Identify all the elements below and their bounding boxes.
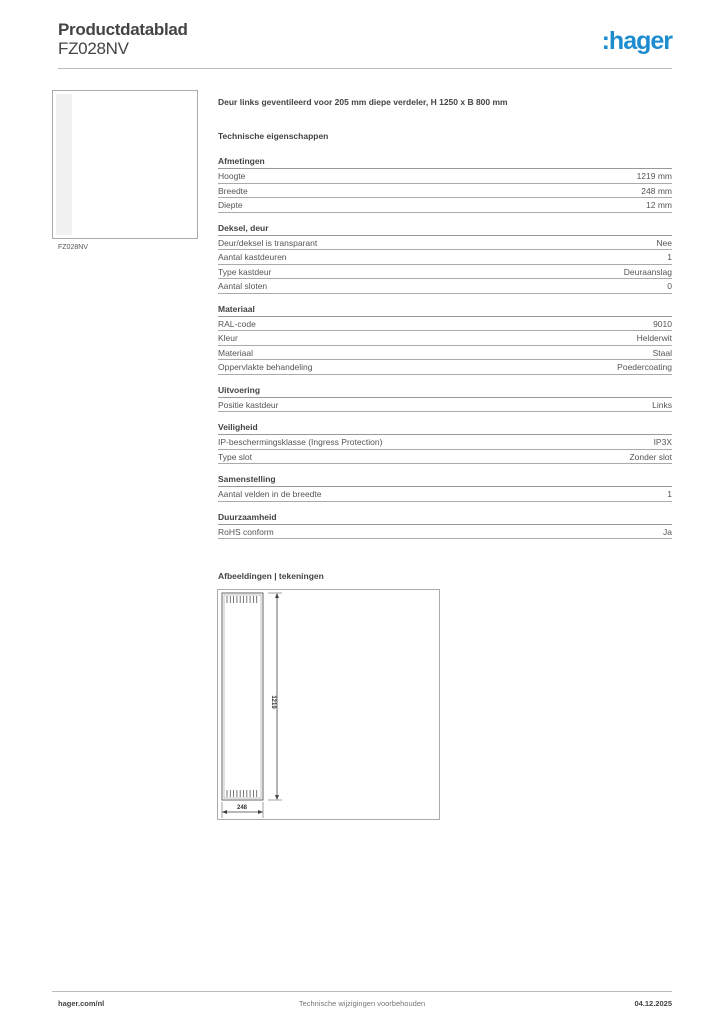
property-label: Oppervlakte behandeling (218, 362, 313, 372)
property-row (218, 525, 672, 540)
footer-divider (52, 991, 672, 992)
footer-note: Technische wijzigingen voorbehouden (298, 999, 426, 1008)
hager-logo: :hager (601, 27, 672, 55)
section-title: Duurzaamheid (218, 511, 672, 525)
property-value: 9010 (653, 318, 672, 329)
section-title: Veiligheid (218, 421, 672, 435)
property-section (218, 155, 672, 213)
property-row (218, 450, 672, 465)
property-row (218, 435, 672, 450)
section-title: Uitvoering (218, 384, 672, 398)
property-label: Breedte (218, 185, 248, 196)
property-value: 12 mm (646, 200, 672, 210)
property-section (218, 421, 672, 464)
property-row (218, 169, 672, 184)
property-section (218, 303, 672, 375)
property-label: Aantal sloten (218, 281, 268, 291)
property-section (218, 511, 672, 540)
height-dimension: 1219 (270, 695, 276, 709)
property-label: Positie kastdeur (218, 399, 279, 410)
property-label: Diepte (218, 200, 243, 210)
product-photo (52, 90, 198, 239)
door-image (56, 94, 72, 235)
property-value: Deuraanslag (623, 266, 672, 277)
divider (58, 68, 672, 69)
property-row (218, 198, 672, 213)
footer-date: 04.12.2025 (634, 999, 672, 1008)
property-label: Type slot (218, 451, 253, 462)
properties-table (218, 155, 672, 548)
property-value: Ja (663, 526, 672, 537)
door-drawing (218, 590, 441, 821)
section-title: Materiaal (218, 303, 672, 317)
property-value: 248 mm (641, 185, 672, 196)
page-title: Productdatablad (58, 20, 188, 39)
property-row (218, 487, 672, 502)
property-value: Links (652, 399, 672, 410)
property-value: Staal (652, 347, 672, 358)
property-label: Kleur (218, 333, 238, 343)
property-row (218, 236, 672, 251)
property-value: 1 (667, 489, 672, 499)
property-section (218, 222, 672, 294)
property-row (218, 184, 672, 199)
technical-drawing (217, 589, 440, 820)
property-row (218, 331, 672, 346)
section-title: Samenstelling (218, 473, 672, 487)
property-label: Materiaal (218, 347, 253, 358)
property-label: Deur/deksel is transparant (218, 237, 318, 248)
property-value: Nee (656, 237, 672, 248)
property-section (218, 473, 672, 502)
property-row (218, 360, 672, 375)
property-label: Aantal kastdeuren (218, 252, 287, 262)
product-description: Deur links geventileerd voor 205 mm diepe verdeler, H 1250 x B 800 mm (218, 97, 508, 107)
photo-caption: FZ028NV (58, 244, 88, 251)
property-value: 0 (667, 281, 672, 291)
property-row (218, 317, 672, 332)
property-value: 1 (667, 252, 672, 262)
property-section (218, 384, 672, 413)
section-title: Deksel, deur (218, 222, 672, 236)
property-label: Type kastdeur (218, 266, 272, 277)
property-label: RAL-code (218, 318, 256, 329)
property-label: Hoogte (218, 171, 246, 181)
property-value: Poedercoating (617, 362, 672, 372)
property-row (218, 279, 672, 294)
property-label: Aantal velden in de breedte (218, 489, 322, 499)
property-value: Helderwit (636, 333, 672, 343)
property-value: 1219 mm (636, 171, 672, 181)
product-code: FZ028NV (58, 39, 129, 58)
section-title: Afmetingen (218, 155, 672, 169)
property-label: IP-beschermingsklasse (Ingress Protection) (218, 437, 383, 447)
property-row (218, 250, 672, 265)
images-heading: Afbeeldingen | tekeningen (218, 571, 324, 581)
property-value: IP3X (653, 437, 672, 447)
property-row (218, 398, 672, 413)
tech-heading: Technische eigenschappen (218, 131, 329, 141)
footer-site-link[interactable]: hager.com/nl (58, 999, 105, 1008)
property-row (218, 346, 672, 361)
property-value: Zonder slot (629, 451, 672, 462)
width-dimension: 248 (236, 805, 248, 811)
property-row (218, 265, 672, 280)
property-label: RoHS conform (218, 526, 274, 537)
